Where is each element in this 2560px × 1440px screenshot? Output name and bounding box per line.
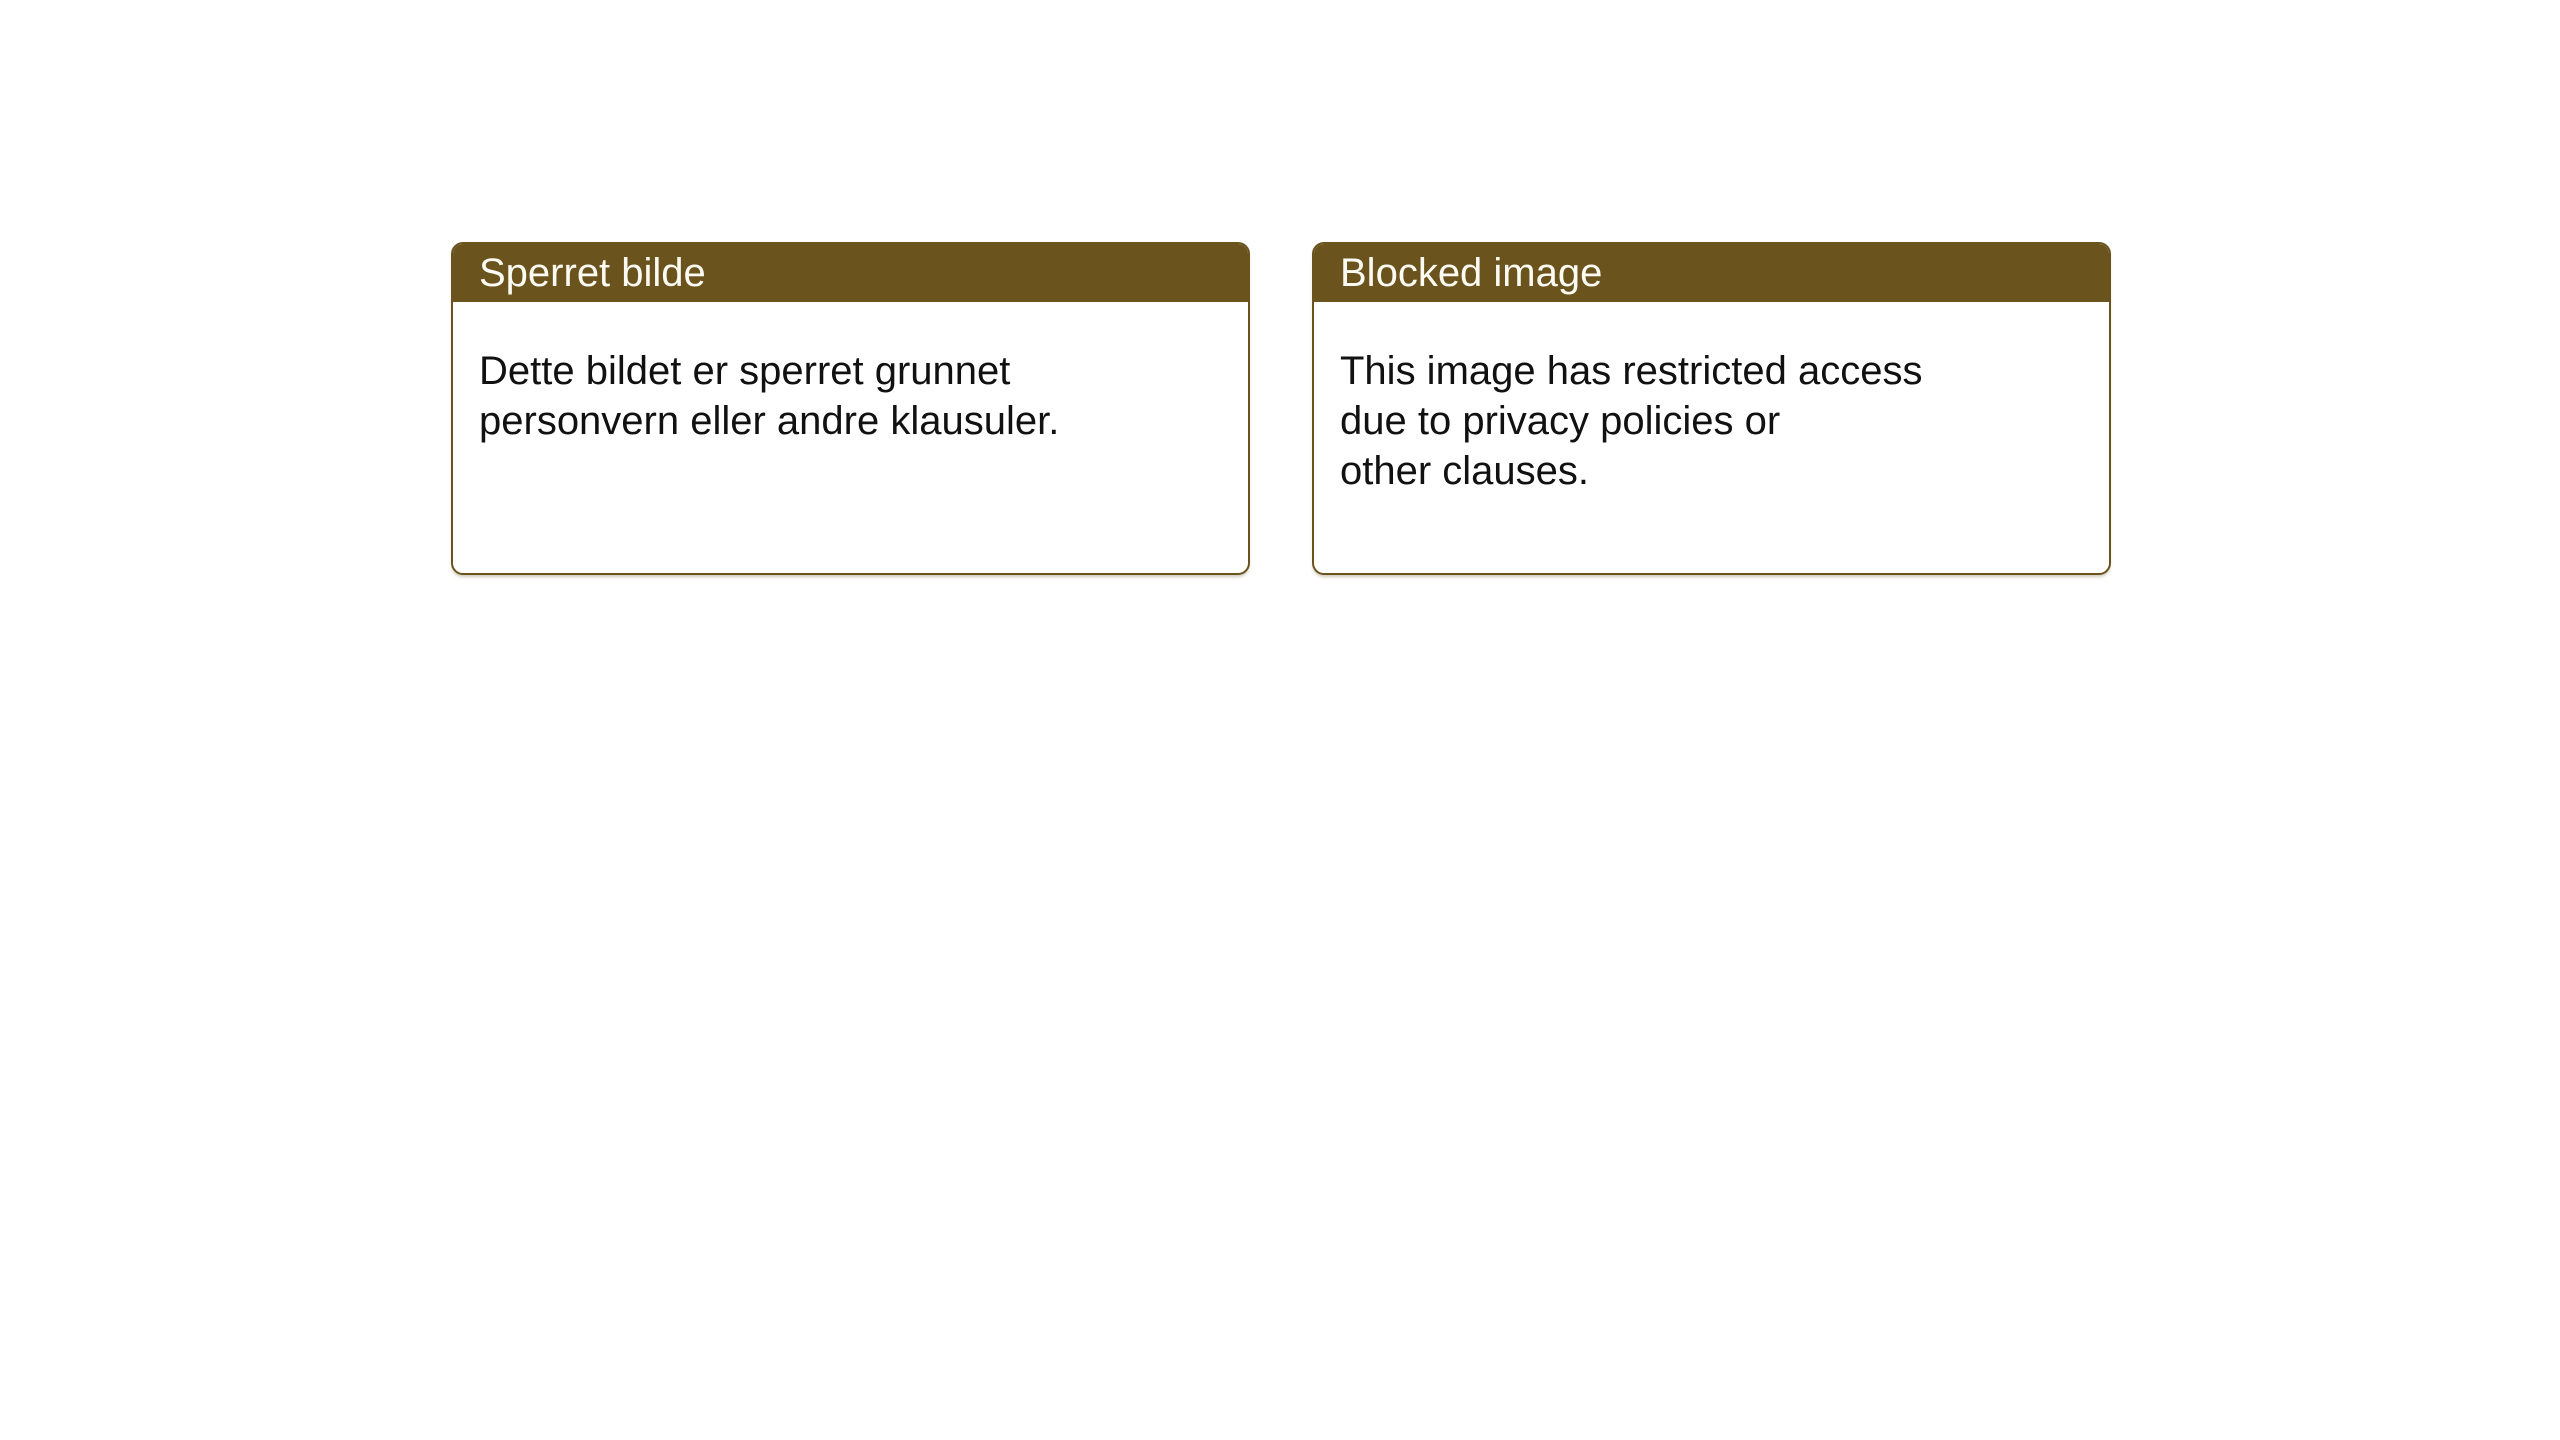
body-line: personvern eller andre klausuler. (479, 399, 1060, 443)
card-title: Blocked image (1340, 251, 1603, 295)
card-header (1314, 244, 2109, 302)
body-line: other clauses. (1340, 449, 1590, 493)
blocked-image-card-english (1312, 242, 2111, 575)
blocked-image-notices (451, 242, 2111, 575)
card-body (1314, 302, 2109, 496)
body-line: Dette bildet er sperret grunnet (479, 349, 1011, 393)
card-body (453, 302, 1248, 446)
blocked-image-card-norwegian (451, 242, 1250, 575)
body-line: This image has restricted access (1340, 349, 1923, 393)
card-header (453, 244, 1248, 302)
body-line: due to privacy policies or (1340, 399, 1781, 443)
card-title: Sperret bilde (479, 251, 706, 295)
